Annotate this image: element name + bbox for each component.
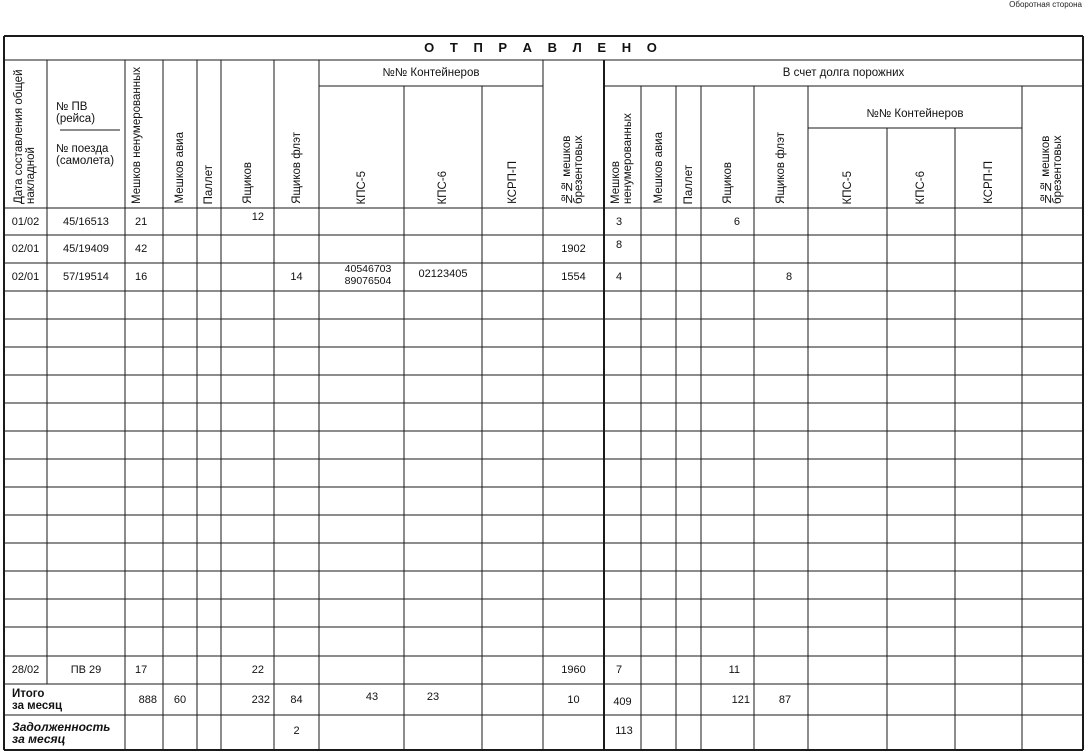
- debt-label-line1: Задолженность: [12, 719, 111, 734]
- totals-bags-avia: 60: [173, 693, 187, 706]
- row2-debt-bags: 8: [616, 239, 623, 251]
- row3-kps6: 02123405: [418, 268, 468, 280]
- row4-tarp: 1960: [561, 664, 586, 676]
- header-debt-kps5-text: КПС-5: [841, 170, 854, 204]
- row3-bags-unnumbered: 16: [135, 271, 148, 283]
- row4-date: 28/02: [11, 664, 40, 676]
- header-kps5-text: КПС-5: [355, 170, 368, 204]
- header-debt-boxes: [701, 86, 754, 204]
- header-debt-kps6: [887, 128, 955, 204]
- header-bags-unnumbered-text: Мешков ненумерованных: [131, 66, 143, 204]
- row3-kps5: 40546703 89076504: [344, 263, 392, 287]
- header-debt-bags-avia-text: Мешков авиа: [652, 132, 665, 204]
- header-debt-tarp-bags-text: №№ мешков брезентовых: [1039, 135, 1064, 204]
- header-boxes-flat-text: Ящиков флэт: [290, 132, 303, 204]
- row1-bags-unnumbered: 21: [135, 215, 148, 228]
- header-debt-ksrp: [955, 128, 1022, 204]
- row2-bags-unnumbered: 42: [135, 243, 148, 255]
- header-pallet-text: Паллет: [203, 164, 215, 204]
- header-bags-avia: [163, 60, 197, 204]
- header-tarp-bags: [543, 60, 604, 204]
- header-debt-kps6-text: КПС-6: [915, 170, 927, 204]
- header-debt-group: В счет долга порожних: [782, 67, 905, 79]
- header-debt-ksrp-text: КСРП-П: [982, 161, 995, 204]
- row4-pv: ПВ 29: [70, 664, 102, 676]
- header-debt-pallet: [676, 86, 701, 204]
- page-side-label: Оборотная сторона: [1009, 0, 1082, 9]
- header-debt-tarp-bags: [1022, 86, 1083, 204]
- row1-date: 01/02: [11, 215, 40, 228]
- header-boxes: [221, 60, 274, 204]
- row2-date: 02/01: [11, 243, 40, 255]
- totals-kps6: 23: [426, 690, 440, 703]
- header-debt-boxes-flat-text: Ящиков флэт: [775, 132, 787, 204]
- header-boxes-flat: [274, 60, 319, 204]
- row3-boxes-flat: 14: [290, 271, 303, 283]
- totals-label-line2: за месяц: [12, 699, 63, 712]
- header-kps6: [404, 86, 482, 204]
- header-date-text: Дата составления общей накладной: [12, 69, 37, 204]
- totals-label: [4, 684, 133, 715]
- header-pallet: [197, 60, 221, 204]
- row4-debt-bags: 7: [616, 664, 623, 676]
- header-debt-boxes-flat: [754, 86, 808, 204]
- header-ksrp-text: КСРП-П: [506, 161, 519, 204]
- totals-kps5: 43: [365, 690, 379, 703]
- table-title: О Т П Р А В Л Е Н О: [424, 40, 663, 55]
- row3-debt-flat: 8: [785, 271, 793, 283]
- header-containers-group: №№ Контейнеров: [382, 67, 480, 79]
- header-pv-top: № ПВ (рейса): [56, 101, 96, 125]
- row2-pv: 45/19409: [63, 243, 109, 255]
- totals-bags-unnumbered: 888: [138, 693, 157, 706]
- header-date: [4, 60, 47, 204]
- totals-boxes: 232: [251, 693, 270, 706]
- row1-pv: 45/16513: [63, 215, 109, 228]
- totals-tarp: 10: [567, 693, 580, 706]
- header-kps5: [319, 86, 404, 204]
- row3-debt-bags: 4: [616, 271, 623, 283]
- row4-bags-unnumbered: 17: [135, 664, 148, 676]
- header-ksrp: [482, 86, 543, 204]
- header-tarp-bags-text: №№ мешков брезентовых: [560, 135, 585, 204]
- header-boxes-text: Ящиков: [241, 162, 254, 204]
- header-debt-bags-unnumbered-text: Мешков ненумерованных: [609, 113, 634, 204]
- row2-tarp: 1902: [561, 243, 586, 255]
- totals-label-line1: Итого: [12, 687, 45, 700]
- header-kps6-text: КПС-6: [437, 170, 449, 204]
- row4-debt-boxes: 11: [728, 664, 740, 676]
- debt-boxes-flat: 2: [293, 725, 300, 737]
- debt-debt-bags: 113: [615, 725, 633, 737]
- totals-debt-bags: 409: [613, 695, 632, 708]
- row1-boxes: 12: [251, 210, 264, 223]
- debt-label-line2: за месяц: [12, 731, 66, 746]
- debt-label: [4, 715, 133, 750]
- row1-debt-boxes: 6: [733, 215, 740, 228]
- row3-date: 02/01: [11, 271, 40, 283]
- header-debt-bags-avia: [641, 86, 676, 204]
- row3-pv: 57/19514: [63, 271, 109, 283]
- header-debt-bags-unnumbered: [604, 86, 641, 204]
- header-pv-bottom: № поезда (самолета): [56, 143, 115, 167]
- totals-debt-boxes: 121: [731, 693, 750, 706]
- totals-boxes-flat: 84: [290, 693, 303, 706]
- row4-boxes: 22: [251, 664, 264, 676]
- header-bags-avia-text: Мешков авиа: [174, 132, 186, 204]
- header-debt-boxes-text: Ящиков: [721, 162, 734, 204]
- header-debt-kps5: [808, 128, 887, 204]
- totals-debt-flat: 87: [778, 693, 792, 706]
- header-bags-unnumbered: [125, 60, 163, 204]
- header-debt-containers-group: №№ Контейнеров: [866, 108, 964, 120]
- header-debt-pallet-text: Паллет: [682, 164, 695, 204]
- row3-tarp: 1554: [561, 271, 586, 283]
- row1-debt-bags: 3: [616, 215, 623, 228]
